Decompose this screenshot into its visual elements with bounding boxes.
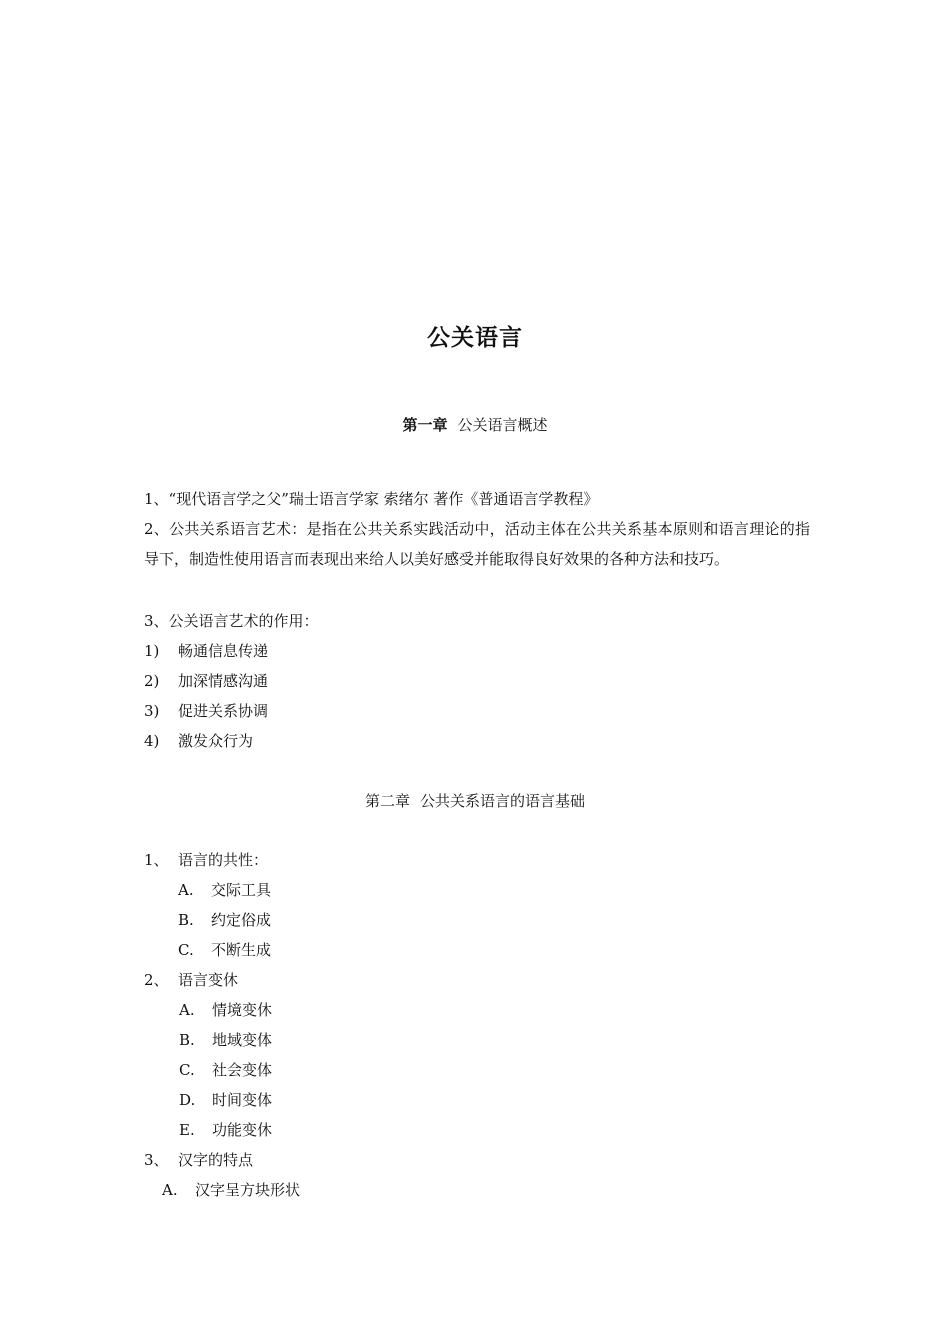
item-text: 时间变体 <box>212 1091 273 1109</box>
chapter-2-name: 公共关系语言的语言基础 <box>420 792 586 810</box>
use-text: 加深情感沟通 <box>178 672 269 690</box>
section-1-heading <box>144 848 268 872</box>
item-marker: A. <box>162 1181 178 1199</box>
section-marker: 2、 <box>144 971 169 989</box>
section-heading: 语言的共性： <box>178 851 269 869</box>
use-marker: 4) <box>144 732 160 750</box>
section-heading: 语言变休 <box>178 971 239 989</box>
item-text: 公关语言艺术的作用： <box>168 612 319 630</box>
item-marker: 1、 <box>144 490 169 508</box>
item-marker: D. <box>179 1091 196 1109</box>
section-2-item-c <box>179 1058 272 1082</box>
use-marker: 1) <box>144 642 160 660</box>
section-heading: 汉字的特点 <box>178 1151 254 1169</box>
use-text: 畅通信息传递 <box>178 642 269 660</box>
item-text: 情境变休 <box>212 1001 273 1019</box>
chapter-2-heading <box>0 789 950 813</box>
chapter-2-label: 第二章 <box>364 792 410 810</box>
item-marker: B. <box>179 1031 195 1049</box>
use-text: 激发众行为 <box>178 732 254 750</box>
item-marker: E. <box>179 1121 195 1139</box>
item-text: 约定俗成 <box>211 911 272 929</box>
item-marker: B. <box>178 911 194 929</box>
chapter-1-item-1 <box>144 487 598 511</box>
use-item-4 <box>144 729 253 753</box>
use-text: 促进关系协调 <box>178 702 269 720</box>
item-marker: 3、 <box>144 612 169 630</box>
item-text: 不断生成 <box>211 941 272 959</box>
section-1-item-a <box>178 878 271 902</box>
item-text: “现代语言学之父”瑞士语言学家 索绪尔 著作《普通语言学教程》 <box>168 490 599 508</box>
section-3-item-a <box>162 1178 300 1202</box>
chapter-1-name: 公关语言概述 <box>457 416 548 434</box>
section-2-heading <box>144 968 238 992</box>
section-marker: 3、 <box>144 1151 169 1169</box>
use-item-2 <box>144 669 268 693</box>
item-text: 功能变休 <box>212 1121 273 1139</box>
chapter-1-item-2 <box>144 514 810 574</box>
use-item-1 <box>144 639 268 663</box>
use-marker: 3) <box>144 702 160 720</box>
chapter-1-label: 第一章 <box>402 416 448 434</box>
item-text: 交际工具 <box>211 881 272 899</box>
item-marker: C. <box>179 1061 195 1079</box>
section-2-item-d <box>179 1088 272 1112</box>
chapter-1-heading <box>0 413 950 437</box>
use-item-3 <box>144 699 268 723</box>
item-text: 公共关系语言艺术：是指在公共关系实践活动中，活动主体在公共关系基本原则和语言理论的指导下，制造性使用语言而表现出来给人以美好感受并能取得良好效果的各种方法和技巧。 <box>144 520 810 568</box>
section-2-item-b <box>179 1028 272 1052</box>
section-1-item-b <box>178 908 271 932</box>
item-text: 地域变体 <box>212 1031 273 1049</box>
section-1-item-c <box>178 938 271 962</box>
document-title: 公关语言 <box>427 325 523 351</box>
item-marker: C. <box>178 941 194 959</box>
section-2-item-e <box>179 1118 272 1142</box>
chapter-1-item-3 <box>144 609 319 633</box>
item-marker: A. <box>178 881 194 899</box>
use-marker: 2) <box>144 672 160 690</box>
item-marker: 2、 <box>144 520 170 538</box>
item-marker: A. <box>179 1001 195 1019</box>
item-text: 社会变体 <box>212 1061 273 1079</box>
item-text: 汉字呈方块形状 <box>195 1181 301 1199</box>
section-2-item-a <box>179 998 272 1022</box>
section-3-heading <box>144 1148 253 1172</box>
section-marker: 1、 <box>144 851 169 869</box>
